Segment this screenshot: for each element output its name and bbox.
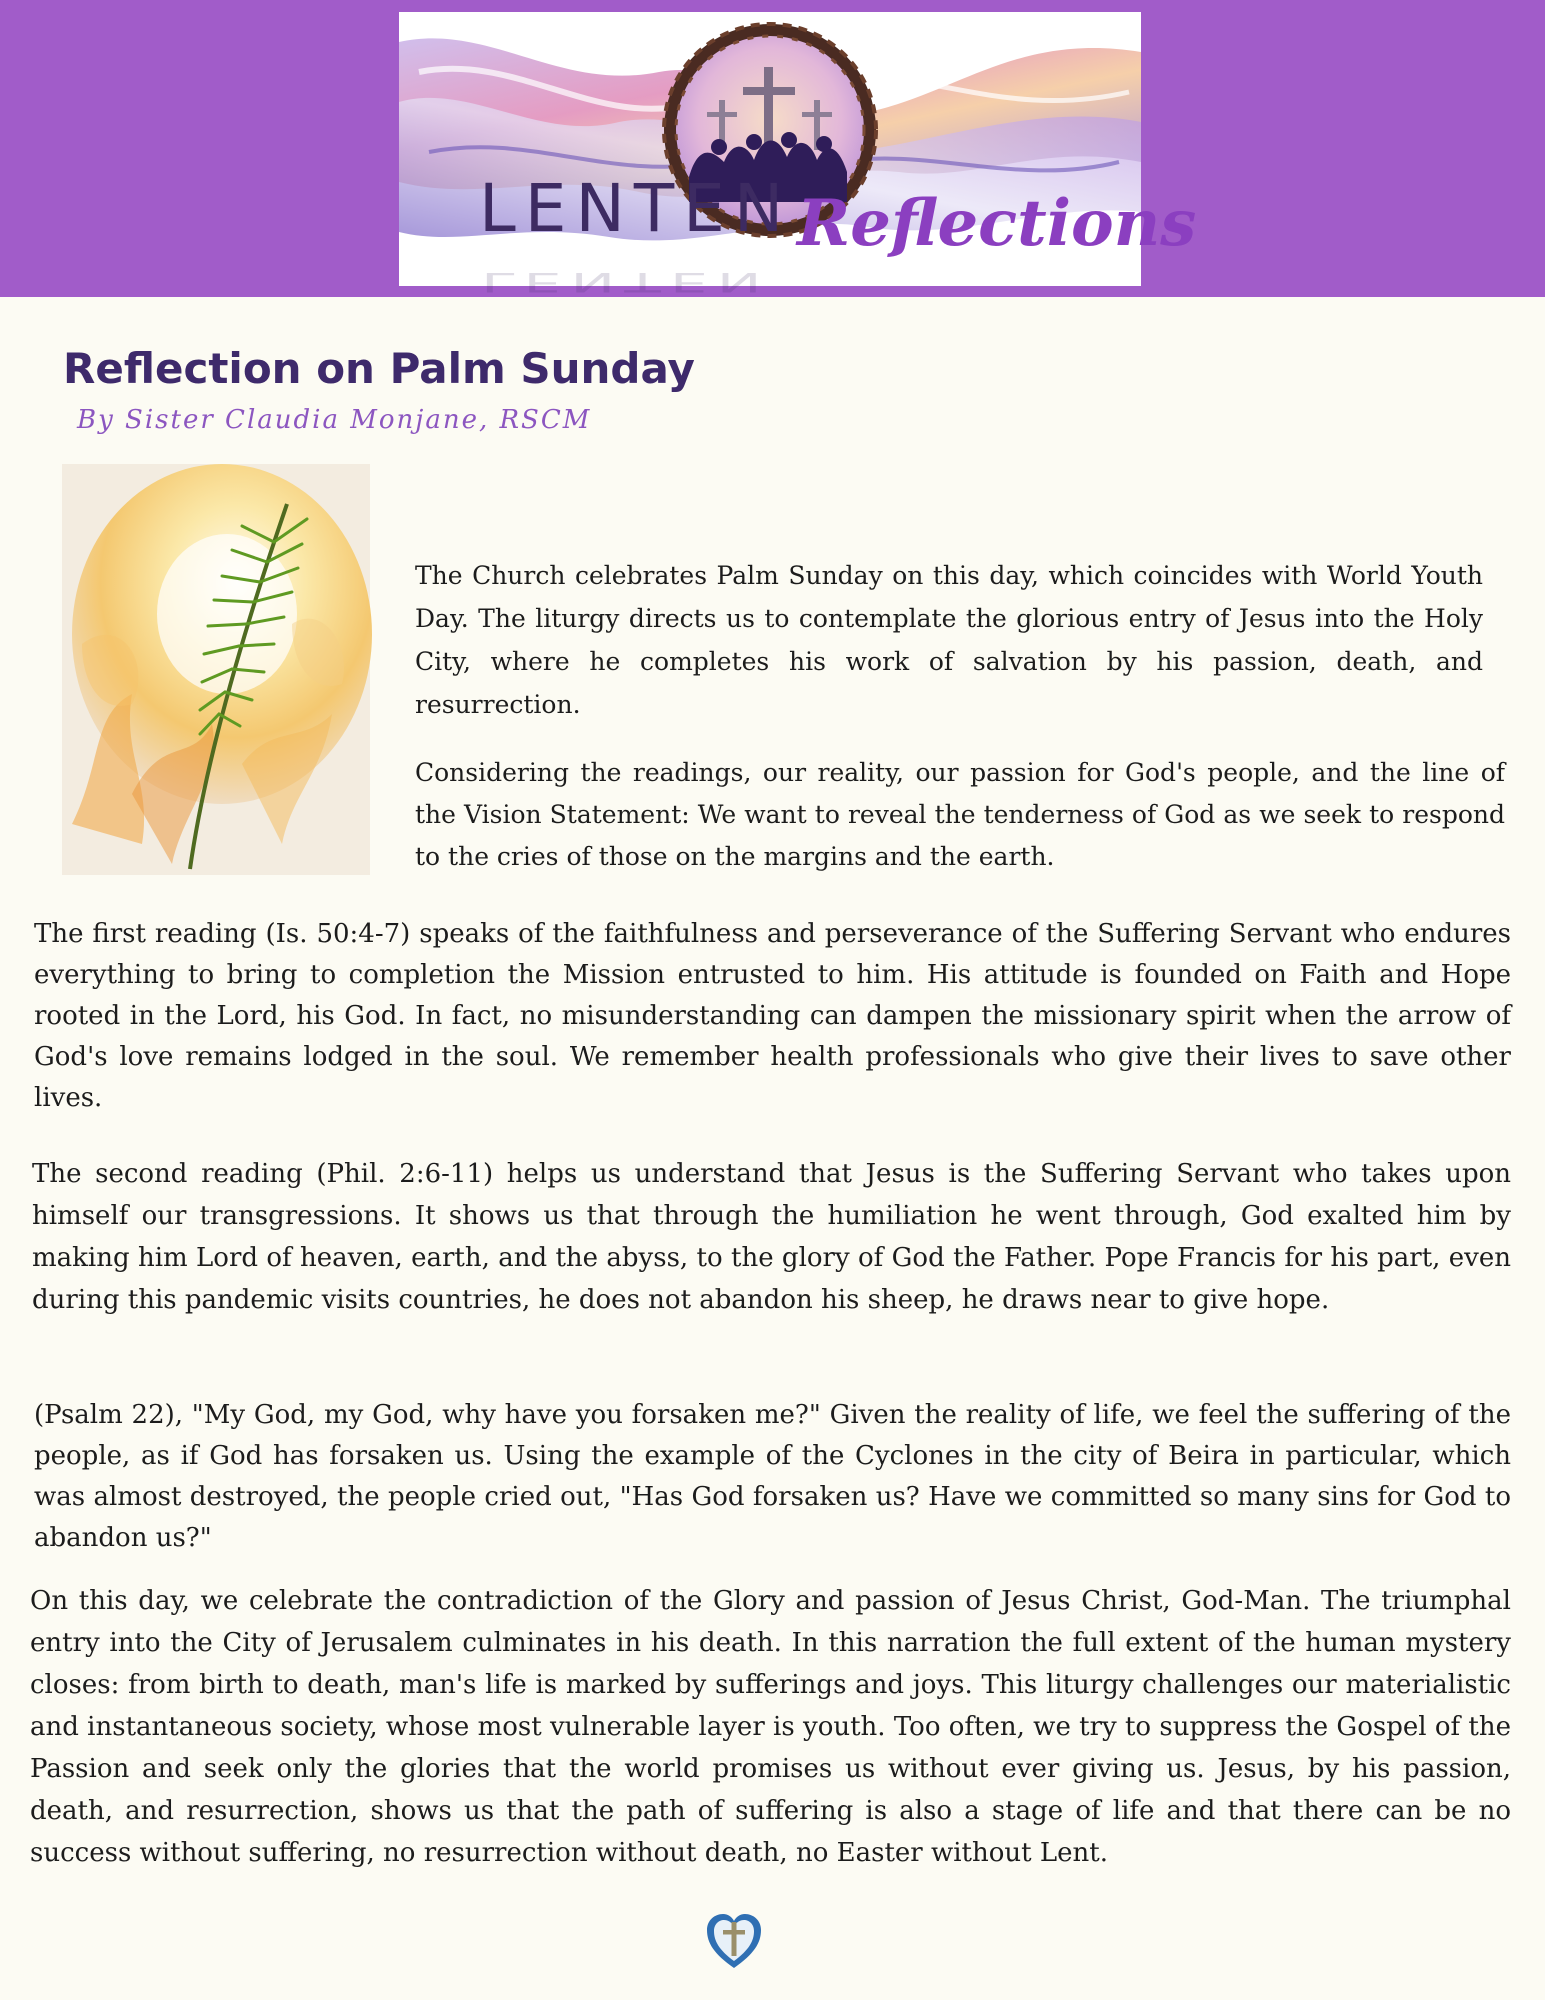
svg-text:LENTEN: LENTEN <box>481 266 771 298</box>
paragraph-psalm: (Psalm 22), "My God, my God, why have you forsaken me?" Given the reality of life, we feel the suffering of the people, as if God has forsaken us. Using the example of the Cyclones in the city of Beira in particular, which was almost destroyed, the people cried out, "Has God forsaken us? Have we committed so many sins for God to abandon us?" <box>34 1400 1511 1553</box>
page-title: Reflection on Palm Sunday <box>63 344 695 393</box>
banner-title-lenten: LENTEN <box>479 170 793 247</box>
paragraph-intro: The Church celebrates Palm Sunday on this day, which coincides with World Youth Day. The liturgy directs us to contemplate the glorious entry of Jesus into the Holy City, where he completes his work of salvation by his passion, death, and resurrection. <box>415 561 1483 719</box>
lenten-reflections-banner <box>399 12 1197 298</box>
palm-branch-artwork <box>62 464 370 875</box>
paragraph-second-reading: The second reading (Phil. 2:6-11) helps us understand that Jesus is the Suffering Servant who takes upon himself our transgressions. It shows us that through the humiliation he went through, God exalted him by making him Lord of heaven, earth, and the abyss, to the glory of God the Father. Pope Francis for his part, even during this pandemic visits countries, he does not abandon his sheep, he draws near to give hope. <box>32 1159 1511 1315</box>
banner-title-reflections: Reflections <box>797 186 1197 261</box>
heart-cross-logo-icon <box>704 1910 764 1972</box>
paragraph-vision: Considering the readings, our reality, our passion for God's people, and the line of the Vision Statement: We want to reveal the tenderness of God as we seek to respond to the cries of those on the margins and the earth. <box>415 758 1505 871</box>
paragraph-first-reading: The first reading (Is. 50:4-7) speaks of the faithfulness and perseverance of the Suffering Servant who endures everything to bring to completion the Mission entrusted to him. His attitude is founded on Faith and Hope rooted in the Lord, his God. In fact, no misunderstanding can dampen the missionary spirit when the arrow of God's love remains lodged in the soul. We remember health professionals who give their lives to save other lives. <box>34 919 1511 1113</box>
paragraph-conclusion: On this day, we celebrate the contradiction of the Glory and passion of Jesus Christ, God-Man. The triumphal entry into the City of Jerusalem culminates in his death. In this narration the full extent of the human mystery closes: from birth to death, man's life is marked by sufferings and joys. This liturgy challenges our materialistic and instantaneous society, whose most vulnerable layer is youth. Too often, we try to suppress the Gospel of the Passion and seek only the glories that the world promises us without ever giving us. Jesus, by his passion, death, and resurrection, shows us that the path of suffering is also a stage of life and that there can be no success without suffering, no resurrection without death, no Easter without Lent. <box>30 1586 1511 1868</box>
palm-branch-image <box>62 464 370 875</box>
author-byline: By Sister Claudia Monjane, RSCM <box>77 405 592 435</box>
